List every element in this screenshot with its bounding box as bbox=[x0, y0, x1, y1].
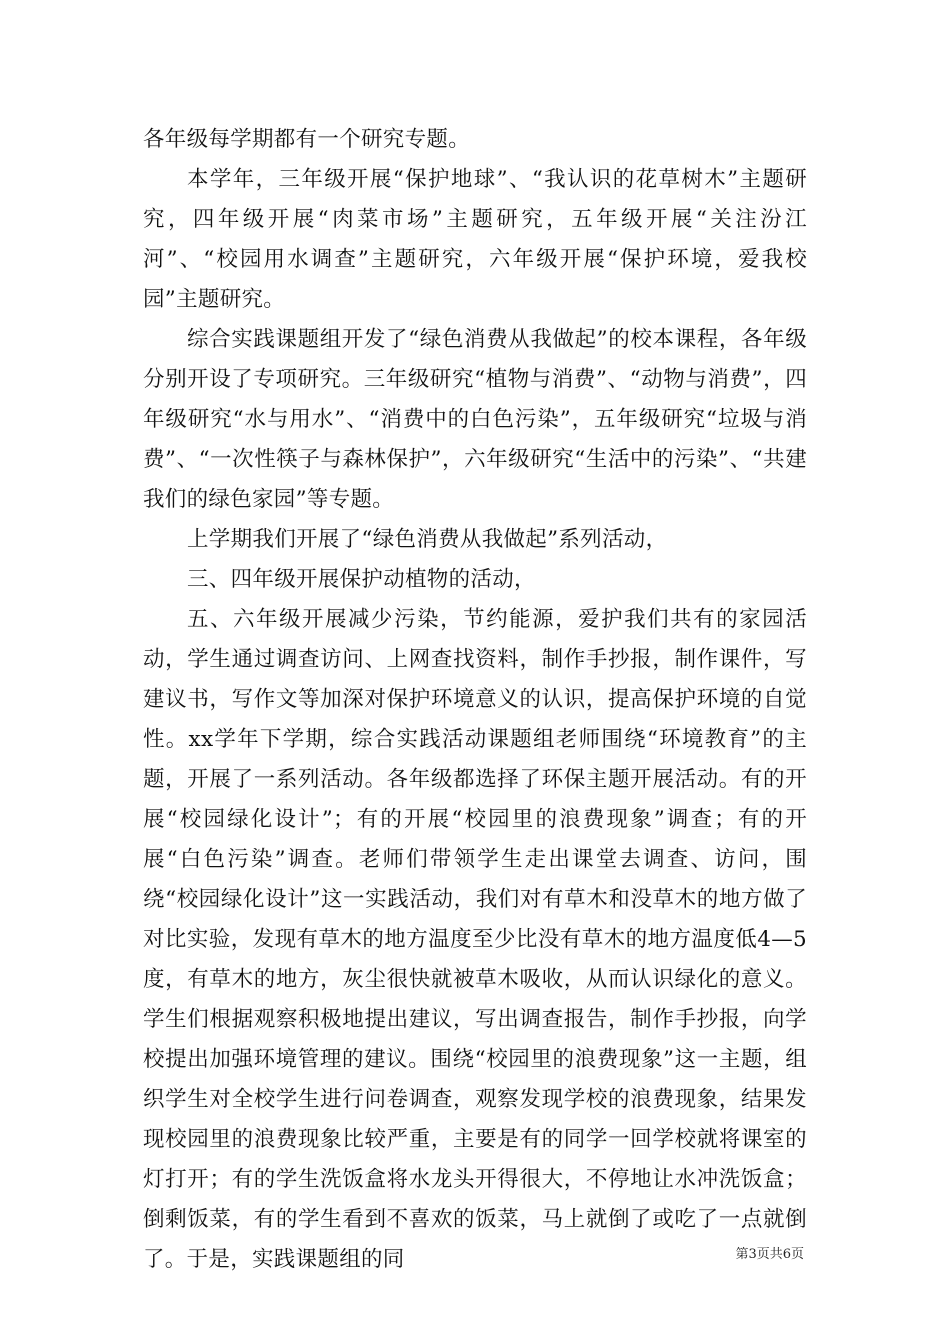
paragraph-4: 上学期我们开展了“绿色消费从我做起”系列活动， bbox=[187, 527, 668, 552]
paragraph-6: 五、六年级开展减少污染，节约能源，爱护我们共有的家园活动，学生通过调查访问、上网查找资料，制作手抄报，制作课件，写建议书，写作文等加深对保护环境意义的认识，提高保护环境的自觉性。xx学年下学期，综合实践活动课题组老师围绕“环境教育”的主题，开展了一系列活动。各年级都选择了环保主题开展活动。有的开展“校园绿化设计”；有的开展“校园里的浪费现象”调查；有的开展“白色污染”调查。老师们带领学生走出课堂去调查、访问，围绕“校园绿化设计”这一实践活动，我们对有草木和没草木的地方做了对比实验，发现有草木的地方温度至少比没有草木的地方温度低4—5度，有草木的地方，灰尘很快就被草木吸收，从而认识绿化的意义。学生们根据观察积极地提出建议，写出调查报告，制作手抄报，向学校提出加强环境管理的建议。围绕“校园里的浪费现象”这一主题，组织学生对全校学生进行问卷调查，观察发现学校的浪费现象，结果发现校园里的浪费现象比较严重，主要是有的同学一回学校就将课室的灯打开；有的学生洗饭盒将水龙头开得很大，不停地让水冲洗饭盒；倒剩饭菜，有的学生看到不喜欢的饭菜，马上就倒了或吃了一点就倒了。于是，实践课题组的同 bbox=[143, 607, 807, 1272]
page-number: 第3页共6页 bbox=[735, 1247, 804, 1262]
paragraph-5: 三、四年级开展保护动植物的活动， bbox=[187, 567, 536, 592]
paragraph-2: 本学年，三年级开展“保护地球”、“我认识的花草树木”主题研究，四年级开展“肉菜市场”主题研究，五年级开展“关注汾江河”、“校园用水调查”主题研究，六年级开展“保护环境，爱我校园”主题研究。 bbox=[143, 167, 807, 312]
paragraph-1: 各年级每学期都有一个研究专题。 bbox=[143, 127, 471, 152]
document-body bbox=[143, 120, 807, 1280]
paragraph-3: 综合实践课题组开发了“绿色消费从我做起”的校本课程，各年级分别开设了专项研究。三年级研究“植物与消费”、“动物与消费”，四年级研究“水与用水”、“消费中的白色污染”，五年级研究“垃圾与消费”、“一次性筷子与森林保护”，六年级研究“生活中的污染”、“共建我们的绿色家园”等专题。 bbox=[143, 327, 807, 512]
